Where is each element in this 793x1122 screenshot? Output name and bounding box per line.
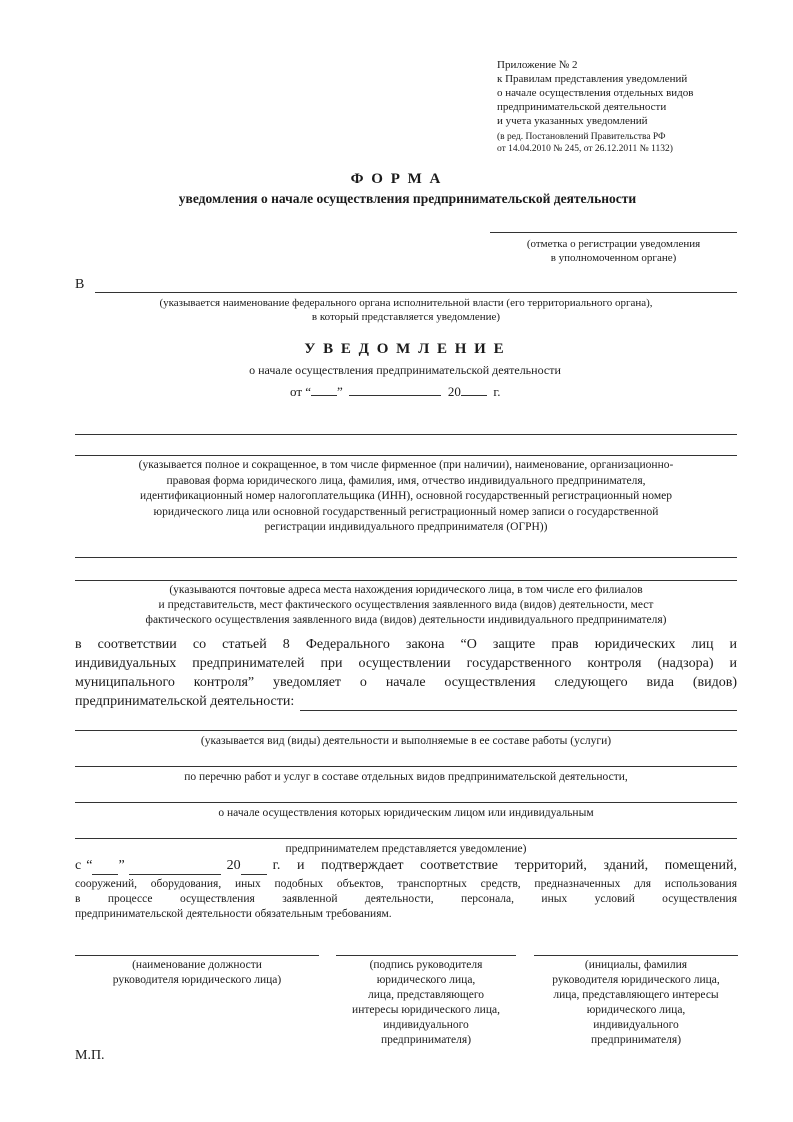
activity-caption: (указывается вид (виды) деятельности и выполняемые в ее составе работы (услуги) (200, 735, 612, 747)
start-year-prefix: 20 (226, 858, 241, 873)
law-line: в соответствии со статьей 8 Федерального закона “О защите прав юридических лиц и (75, 637, 737, 652)
signature-caption-line: лица, представляющего интересы (553, 989, 719, 1001)
notice-title: У В Е Д О М Л Е Н И Е (304, 341, 506, 357)
name-field[interactable] (534, 955, 738, 956)
start-day-field[interactable] (92, 861, 118, 875)
compliance-line: сооружений, оборудования, иных подобных объектов, транспортных средств, предназначенных для использования (75, 878, 737, 890)
position-field[interactable] (75, 955, 319, 956)
compliance-last-line: предпринимательской деятельности обязательным требованиям. (75, 908, 392, 920)
law-paragraph (75, 635, 737, 711)
appendix-line: предпринимательской деятельности (497, 101, 667, 113)
signature-caption-line: (подпись руководителя (369, 959, 483, 971)
address-caption-line: (указываются почтовые адреса места нахождения юридического лица, в том числе его филиалов (169, 584, 643, 596)
law-last-line: предпринимательской деятельности: (75, 694, 295, 709)
edition-line: (в ред. Постановлений Правительства РФ (497, 132, 666, 142)
activity-caption: предпринимателем представляется уведомление) (285, 843, 527, 855)
notice-date (290, 382, 500, 400)
entity-caption-line: юридического лица или основной государственный регистрационный номер записи о государственной (153, 505, 659, 518)
date-month-field[interactable] (349, 382, 441, 396)
law-line: индивидуальных предпринимателей при осуществлении государственного контроля (надзора) и (75, 656, 737, 671)
law-last-row (75, 692, 737, 711)
signature-caption-line: предпринимателя) (380, 1034, 472, 1046)
appendix-block (497, 58, 787, 155)
authority-caption-line: в который представляется уведомление) (311, 311, 501, 323)
form-title: Ф О Р М А (350, 171, 443, 187)
signature-caption-position (75, 958, 319, 988)
signature-caption-line: юридического лица, (376, 974, 476, 986)
signature-caption-line: предпринимателя) (590, 1034, 682, 1046)
start-prefix: с (75, 858, 82, 873)
activity-field-1[interactable] (75, 730, 737, 731)
activity-field-3[interactable] (75, 802, 737, 803)
quote-open: “ (86, 858, 93, 873)
appendix-line: о начале осуществления отдельных видов (497, 87, 694, 99)
entity-field-2[interactable] (75, 455, 737, 456)
signature-caption-line: юридического лица, (586, 1004, 686, 1016)
appendix-line: и учета указанных уведомлений (497, 115, 648, 127)
activity-caption: по перечню работ и услуг в составе отдельных видов предпринимательской деятельности, (184, 771, 628, 783)
signature-caption-line: лица, представляющего (367, 989, 485, 1001)
date-from-label: от (290, 384, 303, 399)
activity-field-inline[interactable] (300, 696, 737, 711)
activity-field-4[interactable] (75, 838, 737, 839)
signature-caption-line: индивидуального (383, 1019, 469, 1031)
date-year-prefix: 20 (447, 384, 461, 399)
registration-note (490, 237, 737, 265)
activity-caption: о начале осуществления которых юридическим лицом или индивидуальным (218, 807, 594, 819)
start-line (75, 856, 737, 875)
quote-close: ” (118, 858, 125, 873)
signature-caption-line: (инициалы, фамилия (584, 959, 688, 971)
authority-field[interactable] (95, 292, 737, 293)
appendix-line: к Правилам представления уведомлений (497, 73, 688, 85)
date-year-field[interactable] (461, 382, 487, 396)
activity-field-2[interactable] (75, 766, 737, 767)
signature-caption-line: руководителя юридического лица, (552, 974, 720, 986)
entity-caption (75, 458, 737, 536)
edition-line: от 14.04.2010 № 245, от 26.12.2011 № 1132) (497, 144, 673, 154)
signature-caption-sign (336, 958, 516, 1048)
entity-caption-line: идентификационный номер налогоплательщика (ИНН), основной государственный регистрационный номер (140, 490, 672, 502)
appendix-line: Приложение № 2 (497, 59, 578, 71)
compliance-line: в процессе осуществления заявленной деятельности, персонала, иных условий осуществления (75, 893, 737, 905)
signature-field[interactable] (336, 955, 516, 956)
appendix-edition (497, 131, 787, 155)
form-subtitle: уведомления о начале осуществления предпринимательской деятельности (178, 191, 637, 206)
entity-field-1[interactable] (75, 434, 737, 435)
address-field-2[interactable] (75, 580, 737, 581)
signature-caption-line: (наименование должности (132, 959, 262, 971)
address-caption-line: фактического осуществления заявленного вида (видов) деятельности индивидуального предпринимателя) (145, 614, 667, 626)
start-year-field[interactable] (241, 861, 267, 875)
entity-caption-line: (указывается полное и сокращенное, в том числе фирменное (при наличии), наименование, организационно- (138, 459, 674, 471)
registration-note-line: в уполномоченном органе) (550, 252, 677, 264)
start-rest: г. и подтверждает соответствие территорий, зданий, помещений, (272, 858, 737, 873)
authority-caption-line: (указывается наименование федерального органа исполнительной власти (его территориального органа), (159, 297, 653, 309)
registration-line (490, 232, 737, 233)
entity-caption-line: правовая форма юридического лица, фамилия, имя, отчество индивидуального предпринимателя, (166, 474, 646, 487)
address-caption-line: и представительств, мест фактического осуществления заявленного вида (видов) деятельности, мест (158, 599, 654, 611)
date-day-field[interactable] (311, 382, 337, 396)
address-field-1[interactable] (75, 557, 737, 558)
entity-caption-line: регистрации индивидуального предпринимателя (ОГРН)) (264, 521, 548, 533)
signature-caption-name (534, 958, 738, 1048)
signature-caption-line: руководителя юридического лица) (112, 974, 282, 986)
address-caption (75, 583, 737, 628)
law-line: муниципального контроля” уведомляет о начале осуществления следующего вида (видов) (75, 675, 737, 690)
to-prefix: В (75, 277, 85, 292)
signature-caption-line: индивидуального (593, 1019, 679, 1031)
notice-subtitle: о начале осуществления предпринимательской деятельности (249, 363, 561, 377)
date-year-suffix: г. (493, 384, 501, 399)
quote-open: “ (305, 384, 312, 399)
authority-caption (75, 296, 737, 324)
compliance-paragraph (75, 877, 737, 922)
start-month-field[interactable] (129, 861, 221, 875)
stamp-label: М.П. (75, 1048, 105, 1063)
quote-close: ” (337, 384, 343, 399)
registration-note-line: (отметка о регистрации уведомления (526, 238, 701, 250)
signature-caption-line: интересы юридического лица, (352, 1004, 500, 1016)
